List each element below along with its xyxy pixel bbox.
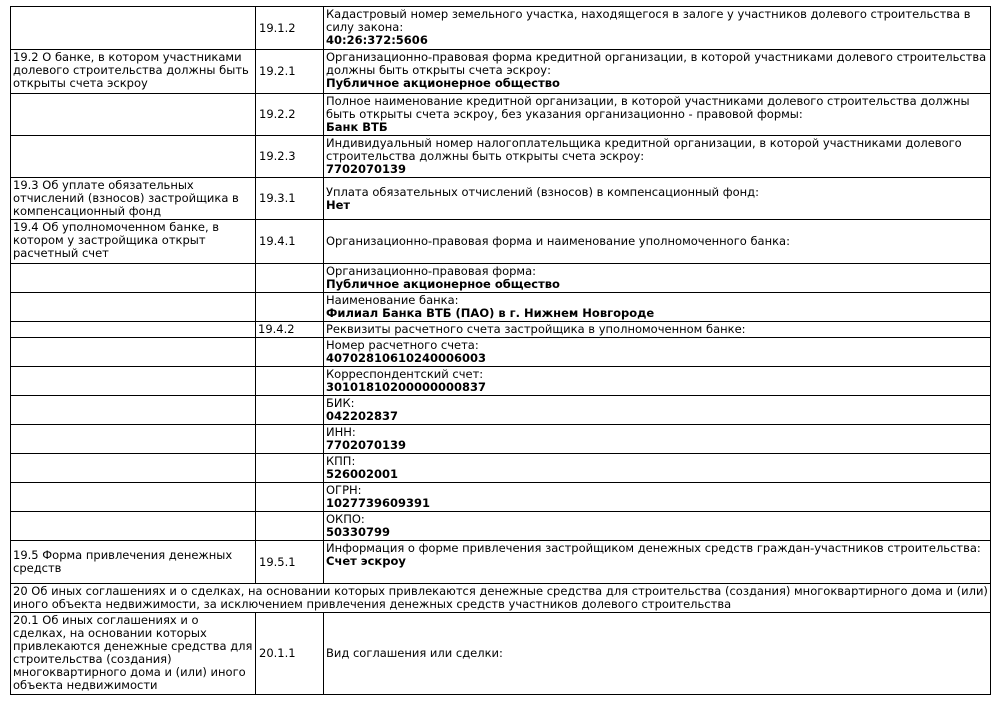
- item-label: Вид соглашения или сделки:: [326, 646, 503, 660]
- section-title: 20.1 Об иных соглашениях и о сделках, на основании которых привлекаются денежные средства для строительства (создания) многоквартирного дома и (или) иного объекта недвижимости: [11, 613, 256, 695]
- item-content: [324, 322, 991, 338]
- item-code: 19.2.2: [256, 94, 324, 136]
- section-title: 20 Об иных соглашениях и о сделках, на основании которых привлекаются денежные средства для строительства (создания) многоквартирного дома и (или) иного объекта недвижимости, за исключением привлечения денежных средств участников долевого строительства: [11, 584, 991, 613]
- item-value: Публичное акционерное общество: [326, 76, 560, 90]
- table-row: [11, 584, 991, 613]
- item-value: 40702810610240006003: [326, 351, 487, 365]
- item-label: Реквизиты расчетного счета застройщика в уполномоченном банке:: [326, 322, 746, 336]
- item-value: Нет: [326, 197, 351, 212]
- table-row: [11, 220, 991, 264]
- item-content: [324, 613, 991, 695]
- table-row: [11, 454, 991, 483]
- item-label: Полное наименование кредитной организации, в которой участниками долевого строительства должны быть открыты счета эскроу, без указания организационно - правовой формы:: [326, 94, 970, 121]
- section-cell: [11, 322, 256, 338]
- table-row: [11, 396, 991, 425]
- item-label: Информация о форме привлечения застройщиком денежных средств граждан-участников строительства:: [326, 541, 981, 555]
- table-row: [11, 322, 991, 338]
- item-content: [324, 541, 991, 584]
- table-row: [11, 338, 991, 367]
- item-code: 19.3.1: [256, 178, 324, 220]
- item-code: 19.4.1: [256, 220, 324, 264]
- table-row: [11, 178, 991, 220]
- item-value: 7702070139: [326, 438, 407, 452]
- item-content: [324, 425, 991, 454]
- section-cell: [11, 136, 256, 178]
- item-value: Счет эскроу: [326, 554, 406, 568]
- item-value: Банк ВТБ: [326, 120, 388, 134]
- item-value: 1027739609391: [326, 496, 431, 510]
- item-content: [324, 396, 991, 425]
- item-content: [324, 367, 991, 396]
- item-content: [324, 483, 991, 512]
- section-cell: [11, 367, 256, 396]
- section-title: 19.3 Об уплате обязательных отчислений (взносов) застройщика в компенсационный фонд: [11, 178, 256, 220]
- item-label: ОГРН:: [326, 483, 362, 497]
- code-cell: [256, 454, 324, 483]
- item-content: [324, 454, 991, 483]
- table-row: [11, 483, 991, 512]
- code-cell: [256, 512, 324, 541]
- item-value: 50330799: [326, 525, 391, 539]
- declaration-table: [10, 6, 991, 695]
- item-label: Организационно-правовая форма и наименование уполномоченного банка:: [326, 234, 790, 248]
- table-row: [11, 541, 991, 584]
- item-value: 526002001: [326, 467, 399, 481]
- item-value: 042202837: [326, 409, 399, 423]
- section-cell: [11, 454, 256, 483]
- section-cell: [11, 338, 256, 367]
- table-row: [11, 136, 991, 178]
- table-row: [11, 264, 991, 293]
- item-content: [324, 178, 991, 220]
- code-cell: [256, 425, 324, 454]
- item-value: 40:26:372:5606: [326, 33, 428, 47]
- table-row: [11, 613, 991, 695]
- item-label: Наименование банка:: [326, 293, 459, 307]
- item-code: 19.2.3: [256, 136, 324, 178]
- table-row: [11, 293, 991, 322]
- item-content: [324, 50, 991, 94]
- table-row: [11, 367, 991, 396]
- code-cell: [256, 338, 324, 367]
- code-cell: [256, 264, 324, 293]
- item-label: Индивидуальный номер налогоплательщика кредитной организации, в которой участниками долевого строительства должны быть открыты счета эскроу:: [326, 136, 962, 163]
- table-row: [11, 512, 991, 541]
- section-cell: [11, 94, 256, 136]
- item-label: Номер расчетного счета:: [326, 338, 479, 352]
- section-cell: [11, 7, 256, 50]
- item-label: ИНН:: [326, 425, 356, 439]
- item-label: КПП:: [326, 454, 356, 468]
- code-cell: [256, 396, 324, 425]
- item-code: 20.1.1: [256, 613, 324, 695]
- section-cell: [11, 293, 256, 322]
- item-label: Кадастровый номер земельного участка, находящегося в залоге у участников долевого строительства в силу закона:: [326, 7, 971, 34]
- table-row: [11, 50, 991, 94]
- item-content: [324, 512, 991, 541]
- table-row: [11, 425, 991, 454]
- item-content: [324, 264, 991, 293]
- item-value: Филиал Банка ВТБ (ПАО) в г. Нижнем Новгороде: [326, 306, 655, 320]
- item-label: ОКПО:: [326, 512, 365, 526]
- section-cell: [11, 264, 256, 293]
- item-value: 7702070139: [326, 162, 407, 176]
- table-row: [11, 7, 991, 50]
- item-content: [324, 220, 991, 264]
- item-value: 30101810200000000837: [326, 380, 487, 394]
- item-label: Организационно-правовая форма кредитной организации, в которой участниками долевого строительства должны быть открыты счета эскроу:: [326, 50, 987, 77]
- code-cell: [256, 483, 324, 512]
- table-row: [11, 94, 991, 136]
- code-cell: [256, 293, 324, 322]
- item-code: 19.4.2: [256, 322, 324, 338]
- section-cell: [11, 425, 256, 454]
- section-title: 19.2 О банке, в котором участниками долевого строительства должны быть открыты счета эскроу: [11, 50, 256, 94]
- item-label: Уплата обязательных отчислений (взносов) в компенсационный фонд:: [326, 184, 759, 199]
- item-label: БИК:: [326, 396, 355, 410]
- item-content: [324, 136, 991, 178]
- item-content: [324, 94, 991, 136]
- section-cell: [11, 396, 256, 425]
- section-title: 19.4 Об уполномоченном банке, в котором у застройщика открыт расчетный счет: [11, 220, 256, 264]
- item-label: Организационно-правовая форма:: [326, 264, 536, 278]
- item-content: [324, 7, 991, 50]
- item-code: 19.5.1: [256, 541, 324, 584]
- item-label: Корреспондентский счет:: [326, 367, 484, 381]
- item-content: [324, 293, 991, 322]
- section-cell: [11, 483, 256, 512]
- item-code: 19.2.1: [256, 50, 324, 94]
- item-code: 19.1.2: [256, 7, 324, 50]
- section-title: 19.5 Форма привлечения денежных средств: [11, 541, 256, 584]
- item-content: [324, 338, 991, 367]
- item-value: Публичное акционерное общество: [326, 277, 560, 291]
- section-cell: [11, 512, 256, 541]
- code-cell: [256, 367, 324, 396]
